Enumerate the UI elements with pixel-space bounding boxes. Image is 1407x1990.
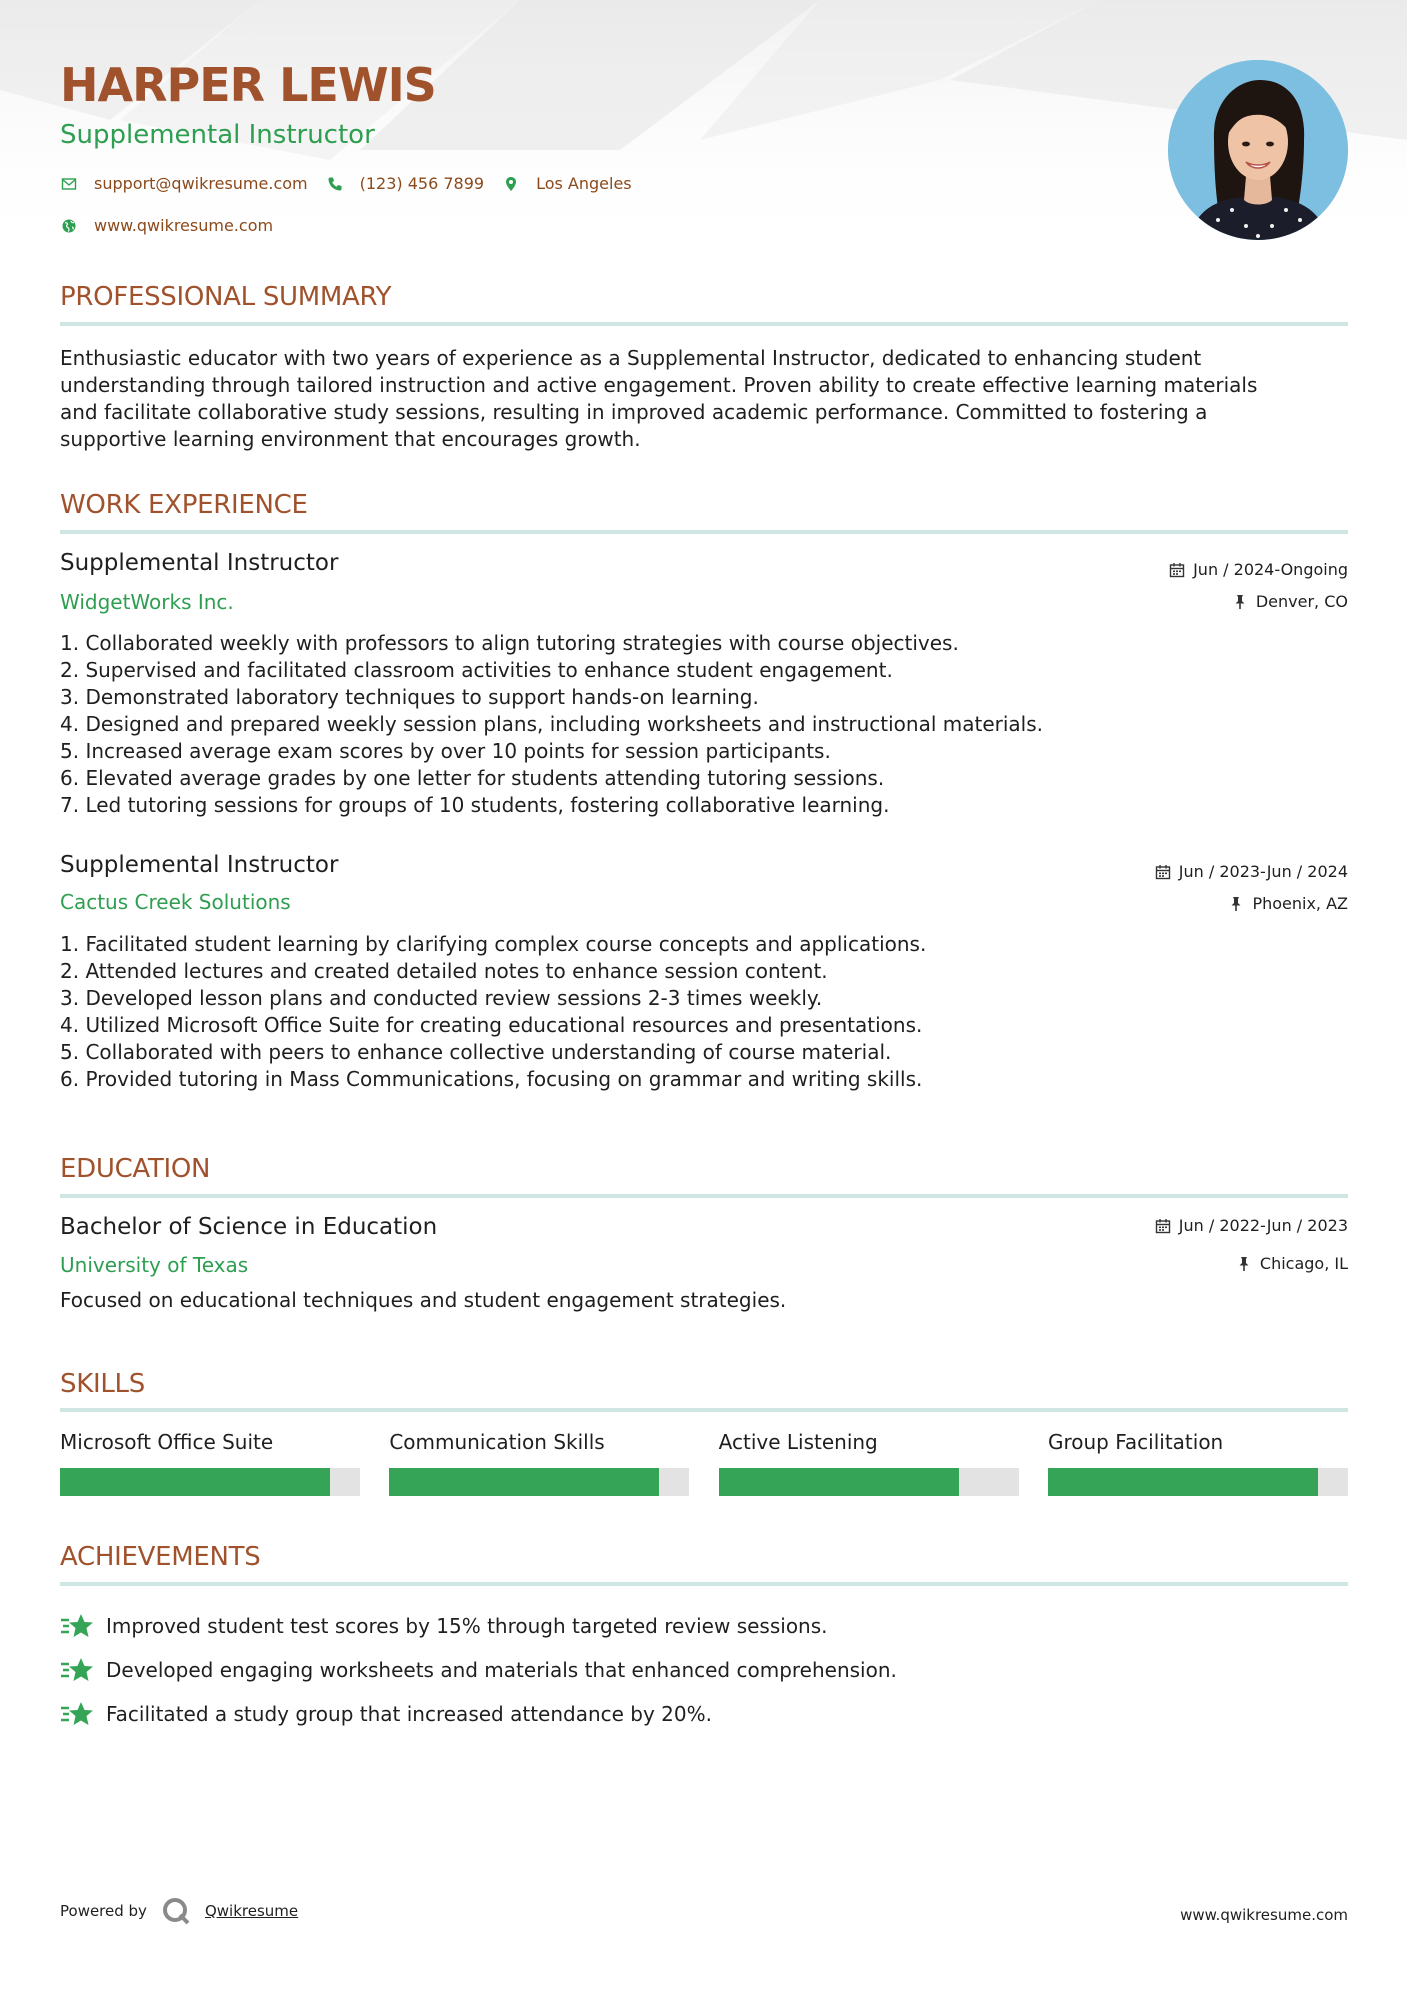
brand-link[interactable]: Qwikresume (204, 1902, 299, 1920)
skill-bar-fill (1048, 1468, 1318, 1496)
list-item: 6. Elevated average grades by one letter for students attending tutoring sessions. (60, 766, 885, 790)
contact-email[interactable] (60, 174, 308, 193)
list-item: 3. Developed lesson plans and conducted review sessions 2-3 times weekly. (60, 986, 823, 1010)
location-text: Denver, CO (1255, 592, 1348, 611)
contact-phone[interactable] (326, 174, 484, 193)
skill-bar-fill (60, 1468, 330, 1496)
pushpin-icon (1232, 594, 1248, 610)
candidate-name: HARPER LEWIS (60, 58, 436, 112)
summary-line: understanding through tailored instruction and active engagement. Proven ability to create effective learning materials (60, 373, 1258, 397)
location-text: Los Angeles (536, 174, 632, 193)
list-item: 4. Designed and prepared weekly session plans, including worksheets and instructional materials. (60, 712, 1043, 736)
education-heading: EDUCATION (60, 1154, 211, 1184)
achievement-item (60, 1648, 1348, 1692)
dates-text: Jun / 2023-Jun / 2024 (1178, 862, 1348, 881)
job-dates (1155, 862, 1348, 881)
summary-line: Enthusiastic educator with two years of experience as a Supplemental Instructor, dedicated to enhancing student (60, 346, 1202, 370)
map-pin-icon (502, 175, 520, 193)
skill-item (1048, 1430, 1348, 1496)
footer-powered-by (60, 1896, 298, 1926)
list-item: 1. Collaborated weekly with professors to align tutoring strategies with course objectives. (60, 631, 959, 655)
skills-divider (60, 1408, 1348, 1412)
list-item: 3. Demonstrated laboratory techniques to support hands-on learning. (60, 685, 759, 709)
skill-bar (719, 1468, 1019, 1496)
skill-bar (1048, 1468, 1348, 1496)
job-bullets (60, 630, 1348, 819)
envelope-icon (60, 175, 78, 193)
achievement-text: Improved student test scores by 15% through targeted review sessions. (106, 1614, 828, 1638)
list-item: 7. Led tutoring sessions for groups of 10 students, fostering collaborative learning. (60, 793, 890, 817)
achievement-text: Facilitated a study group that increased attendance by 20%. (106, 1702, 712, 1726)
skill-name: Communication Skills (389, 1430, 605, 1454)
achievements-heading: ACHIEVEMENTS (60, 1542, 261, 1572)
experience-heading: WORK EXPERIENCE (60, 490, 308, 520)
candidate-title: Supplemental Instructor (60, 120, 375, 150)
skill-item (719, 1430, 1019, 1496)
profile-photo (1168, 60, 1348, 240)
calendar-icon (1155, 1218, 1171, 1234)
star-icon (60, 1700, 94, 1728)
location-text: Phoenix, AZ (1252, 894, 1348, 913)
star-icon (60, 1656, 94, 1684)
skill-bar (389, 1468, 689, 1496)
skills-heading: SKILLS (60, 1369, 145, 1399)
experience-divider (60, 530, 1348, 534)
list-item: 5. Increased average exam scores by over 10 points for session participants. (60, 739, 831, 763)
achievements-divider (60, 1582, 1348, 1586)
job-bullets (60, 931, 1348, 1093)
contact-row (60, 174, 650, 193)
list-item: 4. Utilized Microsoft Office Suite for creating educational resources and presentations. (60, 1013, 923, 1037)
job-location (1232, 592, 1348, 611)
list-item: 1. Facilitated student learning by clarifying complex course concepts and applications. (60, 932, 927, 956)
education-location (1236, 1254, 1348, 1273)
website-row (60, 216, 291, 235)
summary-line: supportive learning environment that encourages growth. (60, 427, 641, 451)
job-title: Supplemental Instructor (60, 852, 339, 878)
location-text: Chicago, IL (1259, 1254, 1348, 1273)
list-item: 2. Supervised and facilitated classroom activities to enhance student engagement. (60, 658, 893, 682)
job-location (1228, 894, 1348, 913)
achievement-item (60, 1692, 1348, 1736)
job-dates (1169, 560, 1348, 579)
star-icon (60, 1612, 94, 1640)
summary-divider (60, 322, 1348, 326)
phone-icon (326, 175, 344, 193)
degree-title: Bachelor of Science in Education (60, 1214, 438, 1240)
pushpin-icon (1228, 896, 1244, 912)
achievement-text: Developed engaging worksheets and materials that enhanced comprehension. (106, 1658, 897, 1682)
website-text: www.qwikresume.com (94, 216, 274, 235)
list-item: 5. Collaborated with peers to enhance collective understanding of course material. (60, 1040, 892, 1064)
skill-bar (60, 1468, 360, 1496)
dates-text: Jun / 2024-Ongoing (1193, 560, 1348, 579)
list-item: 2. Attended lectures and created detailed notes to enhance session content. (60, 959, 828, 983)
calendar-icon (1155, 864, 1171, 880)
skill-name: Microsoft Office Suite (60, 1430, 274, 1454)
summary-text (60, 345, 1348, 453)
footer-website[interactable]: www.qwikresume.com (1180, 1906, 1348, 1924)
phone-text: (123) 456 7899 (359, 174, 485, 193)
powered-by-text: Powered by (60, 1902, 147, 1920)
skill-bar-fill (389, 1468, 659, 1496)
education-description: Focused on educational techniques and student engagement strategies. (60, 1288, 787, 1312)
dates-text: Jun / 2022-Jun / 2023 (1178, 1216, 1348, 1235)
contact-location (502, 174, 632, 193)
achievement-item (60, 1604, 1348, 1648)
resume-page (60, 0, 1348, 1990)
job-title: Supplemental Instructor (60, 550, 339, 576)
education-dates (1155, 1216, 1348, 1235)
skill-item (60, 1430, 360, 1496)
skill-name: Group Facilitation (1047, 1430, 1224, 1454)
globe-icon (60, 217, 78, 235)
company-name: WidgetWorks Inc. (60, 590, 234, 614)
summary-line: and facilitate collaborative study sessions, resulting in improved academic performance. Committed to fostering a (60, 400, 1208, 424)
skill-bar-fill (719, 1468, 959, 1496)
calendar-icon (1169, 562, 1185, 578)
skill-item (389, 1430, 689, 1496)
contact-website[interactable] (60, 216, 273, 235)
list-item: 6. Provided tutoring in Mass Communications, focusing on grammar and writing skills. (60, 1067, 923, 1091)
summary-heading: PROFESSIONAL SUMMARY (60, 282, 392, 312)
skill-name: Active Listening (718, 1430, 878, 1454)
skills-list (60, 1430, 1348, 1496)
qwikresume-logo-icon (161, 1896, 191, 1926)
school-name: University of Texas (60, 1253, 249, 1277)
pushpin-icon (1236, 1256, 1252, 1272)
email-text: support@qwikresume.com (94, 174, 308, 193)
company-name: Cactus Creek Solutions (60, 890, 291, 914)
achievements-list (60, 1604, 1348, 1736)
education-divider (60, 1194, 1348, 1198)
